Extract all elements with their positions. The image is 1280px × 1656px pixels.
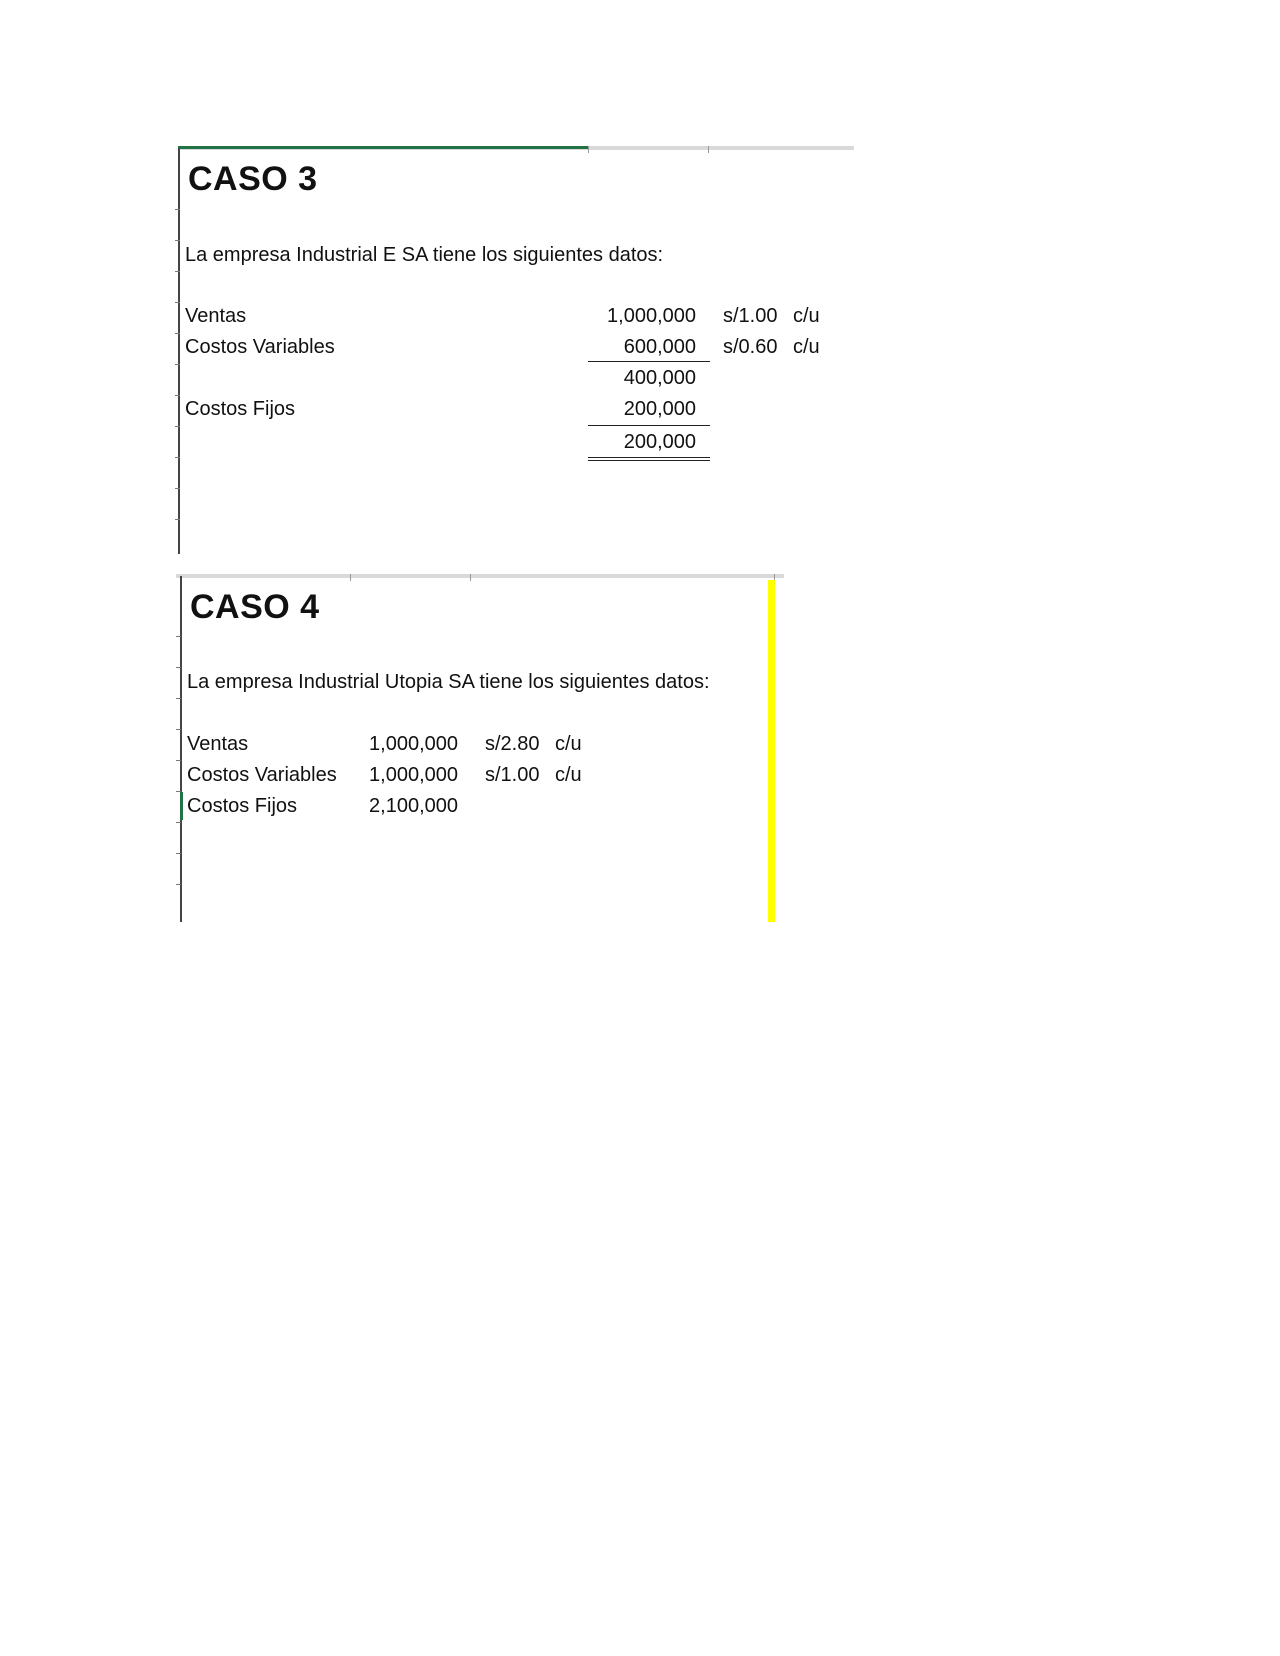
row-tick	[175, 457, 180, 458]
caso3-costos-variables-unit: c/u	[793, 336, 820, 358]
row-tick	[175, 271, 180, 272]
caso4-snippet	[176, 574, 788, 922]
caso3-costos-variables-label: Costos Variables	[185, 336, 335, 358]
column-divider	[350, 574, 351, 581]
row-header-edge	[180, 576, 182, 922]
total-double-underline	[588, 457, 710, 461]
caso3-snippet	[178, 146, 858, 554]
column-divider	[708, 146, 709, 153]
row-tick	[176, 667, 181, 668]
caso4-title: CASO 4	[190, 588, 320, 626]
row-tick	[176, 853, 181, 854]
column-divider	[470, 574, 471, 581]
row-tick	[176, 698, 181, 699]
selected-column-indicator	[178, 146, 588, 149]
caso3-ventas-unit: c/u	[793, 305, 820, 327]
row-tick	[175, 333, 180, 334]
caso3-intro: La empresa Industrial E SA tiene los siguientes datos:	[185, 244, 664, 266]
row-tick	[176, 822, 181, 823]
caso4-ventas-unit-price: s/2.80	[485, 733, 540, 755]
caso3-costos-variables-unit-price: s/0.60	[723, 336, 778, 358]
row-tick	[175, 240, 180, 241]
row-tick	[176, 636, 181, 637]
caso3-costos-fijos-amount: 200,000	[623, 398, 696, 420]
column-header-strip	[176, 574, 784, 578]
caso3-margen-amount: 400,000	[623, 367, 696, 389]
caso4-ventas-label: Ventas	[187, 733, 249, 755]
caso4-ventas-amount: 1,000,000	[369, 733, 458, 755]
column-divider	[588, 146, 589, 153]
subtotal-underline	[588, 425, 710, 426]
caso4-costos-fijos-amount: 2,100,000	[369, 795, 458, 817]
row-tick	[175, 302, 180, 303]
row-tick	[175, 519, 180, 520]
caso4-costos-variables-unit: c/u	[555, 764, 582, 786]
row-tick	[175, 488, 180, 489]
caso3-ventas-amount: 1,000,000	[607, 305, 696, 327]
row-tick	[176, 884, 181, 885]
caso3-ventas-label: Ventas	[185, 305, 247, 327]
caso3-title: CASO 3	[188, 160, 318, 198]
caso4-ventas-unit: c/u	[555, 733, 582, 755]
highlighted-column-edge	[768, 580, 775, 922]
caso4-costos-variables-unit-price: s/1.00	[485, 764, 540, 786]
active-row-marker	[180, 792, 183, 820]
caso4-costos-variables-amount: 1,000,000	[369, 764, 458, 786]
row-tick	[175, 209, 180, 210]
caso3-costos-fijos-label: Costos Fijos	[185, 398, 296, 420]
caso3-ventas-unit-price: s/1.00	[723, 305, 778, 327]
subtotal-underline	[588, 361, 710, 362]
caso3-costos-variables-amount: 600,000	[623, 336, 696, 358]
caso4-costos-variables-label: Costos Variables	[187, 764, 337, 786]
row-tick	[175, 364, 180, 365]
row-tick	[175, 395, 180, 396]
row-tick	[176, 729, 181, 730]
caso3-resultado-amount: 200,000	[623, 431, 696, 453]
caso4-costos-fijos-label: Costos Fijos	[187, 795, 298, 817]
row-tick	[175, 426, 180, 427]
caso4-intro: La empresa Industrial Utopia SA tiene los siguientes datos:	[187, 671, 710, 693]
row-tick	[176, 760, 181, 761]
